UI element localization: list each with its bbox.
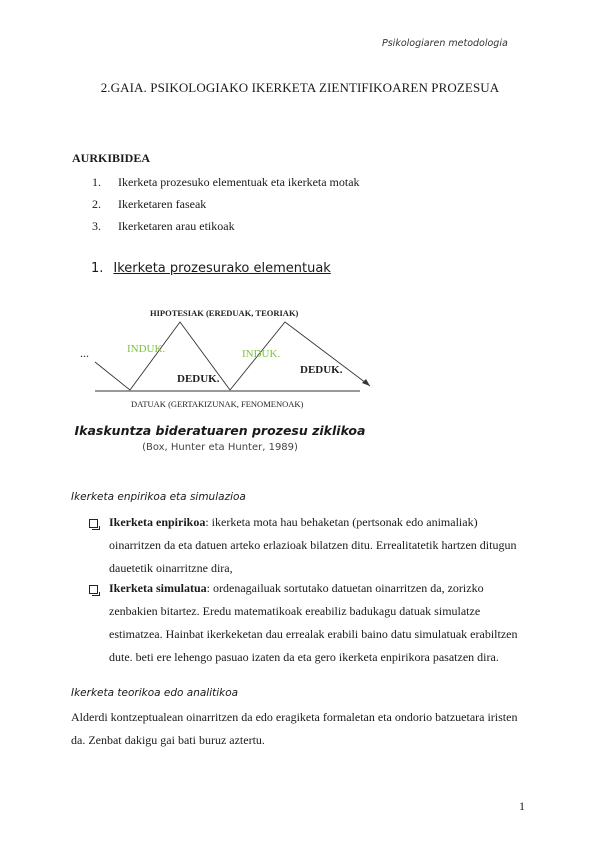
bullet-term: Ikerketa simulatua xyxy=(109,581,207,595)
arrow-head xyxy=(362,379,370,386)
subsection-heading: Ikerketa teorikoa edo analitikoa xyxy=(71,687,239,699)
running-header: Psikologiaren metodologia xyxy=(382,38,508,49)
toc-item-label: Ikerketa prozesuko elementuak eta ikerketa motak xyxy=(118,175,360,189)
bullet-text: estimatzea. Hainbat ikerkeketan dau errealak erabili baino datu simulatuak erabiltzen xyxy=(109,627,518,641)
toc-item xyxy=(92,175,360,190)
figure-caption: Ikaskuntza bideratuaren prozesu ziklikoa xyxy=(74,423,366,438)
subsection-heading: Ikerketa enpirikoa eta simulazioa xyxy=(71,491,246,503)
toc-item-label: Ikerketaren arau etikoak xyxy=(118,219,235,233)
bullet-text: dute. beti ere lehengo pasuao izaten da eta gero ikerketa enpirikora pasatzen dira. xyxy=(109,650,499,664)
deduction-label-2: DEDUK. xyxy=(300,364,343,376)
bullet-term: Ikerketa enpirikoa xyxy=(109,515,206,529)
induction-label-1: INDUK. xyxy=(127,343,166,355)
page-title: 2.GAIA. PSIKOLOGIAKO IKERKETA ZIENTIFIKOAREN PROZESUA xyxy=(100,80,500,95)
paragraph-line: da. Zenbat dakigu gai bati buruz aztertu. xyxy=(71,733,265,747)
toc-item xyxy=(92,197,207,212)
bullet-text: zenbakien bitartez. Eredu matematikoak ereabiliz badukagu datuak simulatze xyxy=(109,604,481,618)
ellipsis-mark: ... xyxy=(80,346,89,360)
toc-item xyxy=(92,219,235,234)
bullet-text: : ordenagailuak sortutako datuetan oinarritzen da, zorizko xyxy=(206,581,484,595)
paragraph-line: Alderdi kontzeptualean oinarritzen da edo eragiketa formaletan eta ondorio batzuetara iristen xyxy=(71,710,518,724)
bullet-text: dauetetik oinarritzne dira, xyxy=(109,561,233,575)
bullet-text: : ikerketa mota hau behaketan (pertsonak edo animaliak) xyxy=(205,515,478,529)
cycle-diagram xyxy=(70,300,390,415)
section-heading xyxy=(91,261,331,276)
figure-source: (Box, Hunter eta Hunter, 1989) xyxy=(142,442,298,453)
toc-item-number: 2. xyxy=(92,197,101,211)
data-label: DATUAK (GERTAKIZUNAK, FENOMENOAK) xyxy=(131,399,304,409)
page-number: 1 xyxy=(519,799,525,813)
section-number: 1. xyxy=(91,261,104,276)
toc-heading: AURKIBIDEA xyxy=(72,151,151,165)
bullet-item xyxy=(109,577,517,669)
toc-item-label: Ikerketaren faseak xyxy=(118,197,207,211)
section-title: Ikerketa prozesurako elementuak xyxy=(113,261,331,276)
induction-label-2: INDUK. xyxy=(242,348,281,360)
bullet-item xyxy=(109,511,516,580)
checkbox-bullet-icon xyxy=(89,585,98,594)
deduction-label-1: DEDUK. xyxy=(177,373,220,385)
paragraph xyxy=(71,706,517,752)
checkbox-bullet-icon xyxy=(89,519,98,528)
toc-item-number: 1. xyxy=(92,175,101,189)
zigzag-segment xyxy=(95,362,130,390)
bullet-text: oinarritzen da eta datuen arteko erlazioak bilatzen ditu. Errealitatetik hartzen ditugun xyxy=(109,538,517,552)
toc-item-number: 3. xyxy=(92,219,101,233)
hypotheses-label: HIPOTESIAK (EREDUAK, TEORIAK) xyxy=(150,308,299,318)
